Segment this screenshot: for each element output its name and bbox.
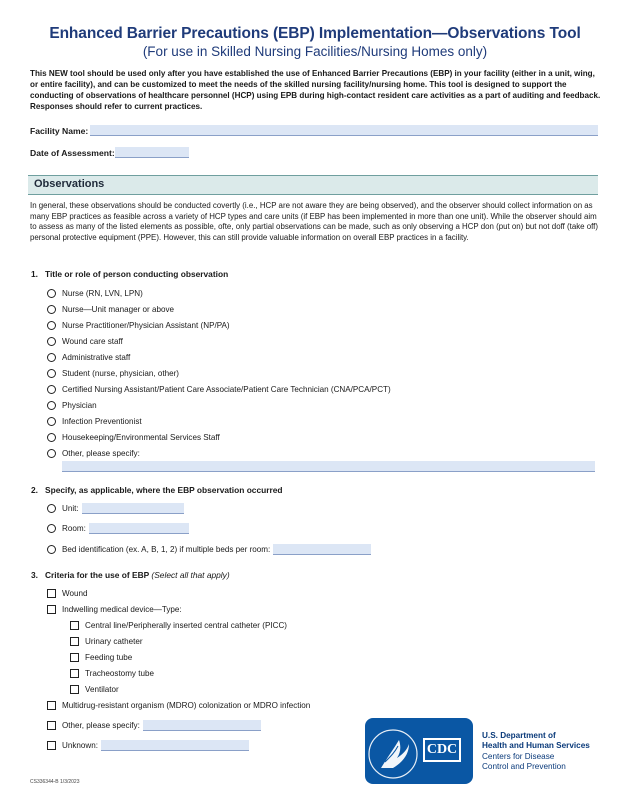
q1-option-nurse[interactable]: Nurse (RN, LVN, LPN) xyxy=(47,288,143,299)
q1-option-administrative[interactable]: Administrative staff xyxy=(47,352,130,363)
checkbox[interactable] xyxy=(47,605,56,614)
q1-option-cna[interactable]: Certified Nursing Assistant/Patient Care Associate/Patient Care Technician (CNA/PCA/PCT) xyxy=(47,384,391,395)
checkbox[interactable] xyxy=(70,621,79,630)
facility-name-field[interactable] xyxy=(90,125,598,136)
radio-button[interactable] xyxy=(47,369,56,378)
question-2-number: 2. xyxy=(31,485,38,495)
radio-button[interactable] xyxy=(47,337,56,346)
checkbox[interactable] xyxy=(70,669,79,678)
page-title: Enhanced Barrier Precautions (EBP) Implementation—Observations Tool xyxy=(49,25,581,42)
question-3-label: Criteria for the use of EBP xyxy=(45,570,150,580)
q3-unknown-field[interactable] xyxy=(101,740,249,751)
checkbox[interactable] xyxy=(47,701,56,710)
radio-button[interactable] xyxy=(47,524,56,533)
intro-text: This NEW tool should be used only after you have established the use of Enhanced Barrier Precautions (EBP) in your facility (either in a unit, wing, or entire facility), and can be customized to meet the needs of the skilled nursing facility/nursing home. This tool is designed to support the conducting of observations of healthcare personnel (HCP) using EPB during high-contact resident care activities as a part of auditing and feedback. Responses should refer to current practices. xyxy=(30,69,601,111)
question-3-note: (Select all that apply) xyxy=(151,570,230,580)
q1-option-housekeeping[interactable]: Housekeeping/Environmental Services Staff xyxy=(47,432,220,443)
page-subtitle: (For use in Skilled Nursing Facilities/Nursing Homes only) xyxy=(142,44,488,59)
question-1-label: Title or role of person conducting observation xyxy=(45,269,229,279)
radio-button[interactable] xyxy=(47,545,56,554)
radio-button[interactable] xyxy=(47,353,56,362)
q3-device-tracheostomy[interactable]: Tracheostomy tube xyxy=(70,668,154,679)
q3-other-field[interactable] xyxy=(143,720,261,731)
checkbox[interactable] xyxy=(47,589,56,598)
radio-button[interactable] xyxy=(47,504,56,513)
radio-button[interactable] xyxy=(47,449,56,458)
q1-option-physician[interactable]: Physician xyxy=(47,400,97,411)
q1-option-np-pa[interactable]: Nurse Practitioner/Physician Assistant (NP/PA) xyxy=(47,320,230,331)
q2-option-bed[interactable]: Bed identification (ex. A, B, 1, 2) if multiple beds per room: xyxy=(47,544,371,555)
cdc-wordmark: CDC xyxy=(423,738,461,762)
checkbox[interactable] xyxy=(70,685,79,694)
document-code: CS336344-B 1/3/2023 xyxy=(30,779,80,785)
question-1-number: 1. xyxy=(31,269,38,279)
q3-option-unknown[interactable]: Unknown: xyxy=(47,740,249,751)
facility-name-label: Facility Name: xyxy=(30,126,89,136)
checkbox[interactable] xyxy=(47,721,56,730)
checkbox[interactable] xyxy=(70,653,79,662)
q2-option-room[interactable]: Room: xyxy=(47,523,189,534)
q3-option-mdro[interactable]: Multidrug-resistant organism (MDRO) colonization or MDRO infection xyxy=(47,700,310,711)
radio-button[interactable] xyxy=(47,321,56,330)
room-field[interactable] xyxy=(89,523,189,534)
radio-button[interactable] xyxy=(47,385,56,394)
checkbox[interactable] xyxy=(47,741,56,750)
q1-option-infection-preventionist[interactable]: Infection Preventionist xyxy=(47,416,142,427)
observations-heading: Observations xyxy=(34,178,105,190)
q3-device-feeding-tube[interactable]: Feeding tube xyxy=(70,652,132,663)
q3-device-urinary-catheter[interactable]: Urinary catheter xyxy=(70,636,143,647)
question-1 xyxy=(31,269,228,279)
q1-option-other[interactable]: Other, please specify: xyxy=(47,448,140,459)
question-3-number: 3. xyxy=(31,570,38,580)
question-2-label: Specify, as applicable, where the EBP observation occurred xyxy=(45,485,283,495)
radio-button[interactable] xyxy=(47,401,56,410)
observations-header xyxy=(28,175,598,195)
q3-device-ventilator[interactable]: Ventilator xyxy=(70,684,119,695)
unit-field[interactable] xyxy=(82,503,184,514)
q1-option-wound-care[interactable]: Wound care staff xyxy=(47,336,123,347)
checkbox[interactable] xyxy=(70,637,79,646)
radio-button[interactable] xyxy=(47,433,56,442)
radio-button[interactable] xyxy=(47,305,56,314)
q1-option-student[interactable]: Student (nurse, physician, other) xyxy=(47,368,179,379)
radio-button[interactable] xyxy=(47,289,56,298)
date-label: Date of Assessment: xyxy=(30,148,115,158)
hhs-text: U.S. Department of Health and Human Services Centers for Disease Control and Prevention xyxy=(482,731,590,771)
cdc-logo xyxy=(365,718,473,784)
q1-other-field[interactable] xyxy=(62,461,595,472)
q3-option-wound[interactable]: Wound xyxy=(47,588,88,599)
q3-device-central-line[interactable]: Central line/Peripherally inserted central catheter (PICC) xyxy=(70,620,287,631)
question-2 xyxy=(31,485,283,495)
date-field[interactable] xyxy=(115,147,189,158)
q3-option-device[interactable]: Indwelling medical device—Type: xyxy=(47,604,182,615)
bed-field[interactable] xyxy=(273,544,371,555)
q1-option-unit-manager[interactable]: Nurse—Unit manager or above xyxy=(47,304,174,315)
q2-option-unit[interactable]: Unit: xyxy=(47,503,184,514)
radio-button[interactable] xyxy=(47,417,56,426)
question-3 xyxy=(31,570,230,580)
q3-option-other[interactable]: Other, please specify: xyxy=(47,720,261,731)
observations-text: In general, these observations should be conducted covertly (i.e., HCP are not aware they are being observed), and the observer should collect information on as many EBP practices as feasible across a variety of HCP types and care units (if EBP has been implemented in more than one unit). While the observer should aim to assess as many of the listed elements as possible, ofte, only partial observations can be made, such as only observing a HCP don (put on) but not doff (take off) personal protective equipment (PPE). However, this can still provide valuable information on overall EBP practices in a facility. xyxy=(30,201,599,242)
